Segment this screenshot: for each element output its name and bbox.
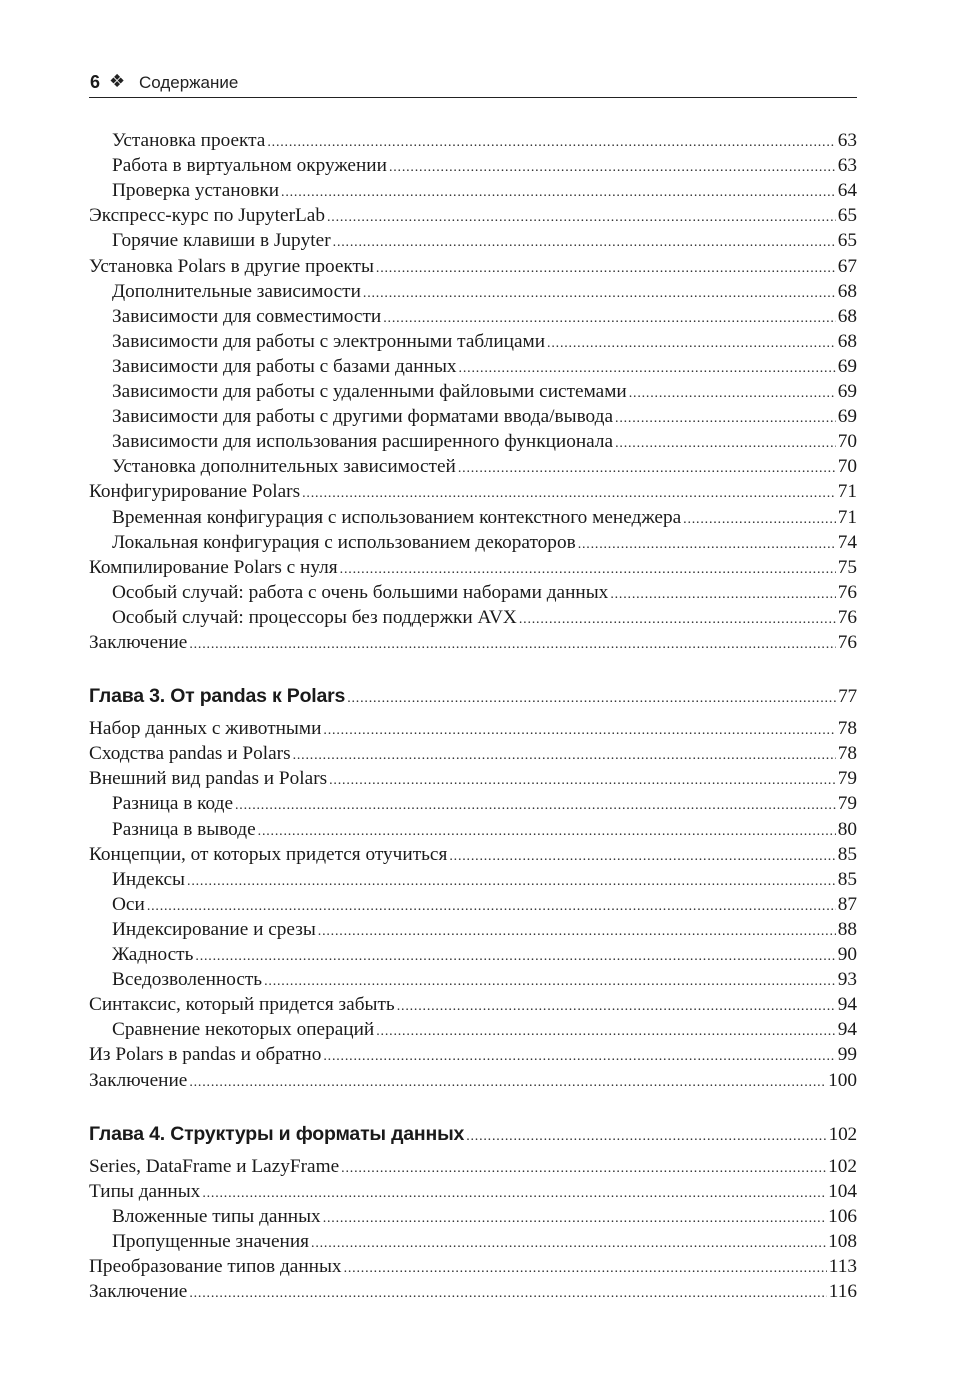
toc-entry[interactable] <box>112 580 857 605</box>
toc-chapter[interactable] <box>89 1119 857 1149</box>
toc-entry[interactable] <box>112 817 857 842</box>
toc-chapter[interactable] <box>89 681 857 711</box>
toc-entry-page: 77 <box>838 686 857 708</box>
toc-entry-title: Глава 4. Структуры и форматы данных <box>89 1122 465 1145</box>
toc-entry-page: 76 <box>837 606 857 628</box>
toc-entry-page: 70 <box>837 431 857 453</box>
ornament-icon: ❖ <box>109 71 126 91</box>
toc-entry-page: 78 <box>837 718 857 740</box>
toc-entry-title: Концепции, от которых придется отучиться <box>89 843 448 865</box>
toc-entry-page: 102 <box>828 1123 857 1145</box>
header-rule <box>89 97 857 98</box>
toc-entry-title: Набор данных с животными <box>89 718 322 740</box>
toc-entry[interactable] <box>89 741 857 766</box>
toc-entry-title: Зависимости для работы с другими форматами ввода/вывода <box>112 406 614 428</box>
toc-entry[interactable] <box>89 479 857 504</box>
toc-entry[interactable] <box>112 1204 857 1229</box>
dot-leader <box>397 994 836 1019</box>
dot-leader <box>610 582 835 607</box>
toc-entry[interactable] <box>89 842 857 867</box>
toc-entry-title: Работа в виртуальном окружении <box>112 155 387 177</box>
dot-leader <box>293 743 836 768</box>
dot-leader <box>333 230 836 255</box>
toc-entry-page: 75 <box>837 556 857 578</box>
toc-entry[interactable] <box>112 605 857 630</box>
dot-leader <box>264 969 836 994</box>
toc-entry-title: Series, DataFrame и LazyFrame <box>89 1155 340 1177</box>
toc-entry[interactable] <box>112 379 857 404</box>
toc-entry[interactable] <box>112 454 857 479</box>
toc-entry-title: Типы данных <box>89 1180 201 1202</box>
dot-leader <box>347 684 836 714</box>
toc-entry-title: Оси <box>112 893 145 915</box>
toc-entry-page: 74 <box>837 531 857 553</box>
toc-entry-page: 85 <box>837 843 857 865</box>
toc-entry[interactable] <box>89 716 857 741</box>
toc-entry-title: Установка проекта <box>112 130 266 151</box>
toc-entry-title: Проверка установки <box>112 180 280 202</box>
toc-entry[interactable] <box>112 967 857 992</box>
toc-entry-title: Заключение <box>89 632 188 653</box>
toc-entry[interactable] <box>89 555 857 580</box>
toc-entry-title: Заключение <box>89 1069 188 1091</box>
toc-entry[interactable] <box>112 279 857 304</box>
toc-entry-title: Дополнительные зависимости <box>112 280 361 302</box>
dot-leader <box>189 1070 826 1095</box>
toc-entry-title: Жадность <box>112 944 194 965</box>
header-title: Содержание <box>139 73 239 92</box>
toc-entry-page: 76 <box>837 632 857 653</box>
dot-leader <box>341 1156 826 1181</box>
dot-leader <box>683 507 836 532</box>
toc-entry-page: 113 <box>828 1256 857 1277</box>
toc-entry-page: 78 <box>837 743 857 765</box>
toc-entry[interactable] <box>112 530 857 555</box>
dot-leader <box>147 894 836 919</box>
toc-entry-title: Экспресс-курс по JupyterLab <box>89 205 325 227</box>
toc-entry[interactable] <box>112 228 857 253</box>
page-number: 6 <box>90 72 101 92</box>
toc-entry-page: 68 <box>837 305 857 327</box>
dot-leader <box>327 205 836 230</box>
toc-entry-page: 79 <box>837 793 857 815</box>
toc-entry-page: 64 <box>837 180 857 202</box>
toc-entry-title: Зависимости для использования расширенного функционала <box>112 431 614 453</box>
toc-page <box>89 0 857 1388</box>
toc-entry-page: 116 <box>828 1281 857 1303</box>
toc-entry-page: 69 <box>837 381 857 402</box>
toc-entry-page: 67 <box>837 255 857 277</box>
toc-entry[interactable] <box>112 892 857 917</box>
dot-leader <box>376 1019 835 1044</box>
toc-entry-page: 65 <box>837 230 857 252</box>
toc-entry-page: 94 <box>837 1019 857 1041</box>
dot-leader <box>615 431 836 456</box>
dot-leader <box>459 356 836 381</box>
toc-entry-title: Временная конфигурация с использованием контекстного менеджера <box>112 506 682 528</box>
toc-entry[interactable] <box>112 128 857 153</box>
toc-entry-page: 76 <box>837 581 857 603</box>
toc-entry-page: 71 <box>837 506 857 528</box>
dot-leader <box>376 256 836 281</box>
toc-entry[interactable] <box>89 1154 857 1179</box>
toc-entry-page: 87 <box>837 893 857 915</box>
toc-entry[interactable] <box>89 1042 857 1067</box>
toc-entry[interactable] <box>89 766 857 791</box>
dot-leader <box>187 869 836 894</box>
toc-entry-title: Глава 3. От pandas к Polars <box>89 685 346 708</box>
dot-leader <box>629 381 836 406</box>
toc-entry-title: Сходства pandas и Polars <box>89 743 291 765</box>
toc-entry-page: 102 <box>828 1155 857 1177</box>
dot-leader <box>458 456 836 481</box>
dot-leader <box>318 919 836 944</box>
toc-entry-title: Пропущенные значения <box>112 1230 310 1252</box>
toc-entry-page: 71 <box>837 481 857 503</box>
dot-leader <box>281 180 836 205</box>
toc-entry-page: 69 <box>837 355 857 377</box>
toc-entry-title: Разница в выводе <box>112 818 256 840</box>
toc-entry[interactable] <box>89 1279 857 1304</box>
toc-entry-page: 88 <box>837 918 857 940</box>
dot-leader <box>466 1122 826 1152</box>
toc-entry[interactable] <box>112 942 857 967</box>
toc-entry[interactable] <box>89 1254 857 1279</box>
toc-entry-title: Разница в коде <box>112 793 233 815</box>
dot-leader <box>189 1281 826 1306</box>
toc-entry-title: Конфигурирование Polars <box>89 481 301 503</box>
toc-entry-page: 106 <box>828 1205 857 1227</box>
dot-leader <box>615 406 836 431</box>
toc-entry-title: Зависимости для работы с базами данных <box>112 355 457 377</box>
dot-leader <box>258 819 836 844</box>
dot-leader <box>195 944 835 969</box>
toc-entry[interactable] <box>112 917 857 942</box>
toc-entry-title: Установка дополнительных зависимостей <box>112 456 456 478</box>
toc-entry-page: 68 <box>837 280 857 302</box>
dot-leader <box>449 844 835 869</box>
dot-leader <box>519 607 836 632</box>
toc-entry[interactable] <box>112 329 857 354</box>
toc-entry-title: Особый случай: процессоры без поддержки AVX <box>112 606 517 628</box>
toc-entry-page: 63 <box>837 130 857 151</box>
dot-leader <box>267 130 835 155</box>
toc-entry[interactable] <box>112 791 857 816</box>
toc-entry-title: Локальная конфигурация с использованием декораторов <box>112 531 576 553</box>
dot-leader <box>323 1206 826 1231</box>
running-header <box>89 70 857 98</box>
toc-entry-title: Зависимости для работы с удаленными файловыми системами <box>112 381 627 402</box>
toc-entry[interactable] <box>89 630 857 655</box>
dot-leader <box>329 768 836 793</box>
toc-entry[interactable] <box>89 254 857 279</box>
toc-entry-title: Зависимости для работы с электронными таблицами <box>112 330 546 352</box>
dot-leader <box>340 557 836 582</box>
toc-entry[interactable] <box>89 1068 857 1093</box>
dot-leader <box>383 306 835 331</box>
toc-entry[interactable] <box>112 354 857 379</box>
toc-entry[interactable] <box>112 304 857 329</box>
toc-entry[interactable] <box>112 429 857 454</box>
toc-entry-title: Внешний вид pandas и Polars <box>89 768 328 790</box>
toc-entry-title: Особый случай: работа с очень большими наборами данных <box>112 581 609 603</box>
dot-leader <box>323 1044 835 1069</box>
dot-leader <box>389 155 836 180</box>
toc-entry-title: Установка Polars в другие проекты <box>89 255 374 277</box>
toc-entry-page: 104 <box>828 1180 857 1202</box>
dot-leader <box>202 1181 826 1206</box>
dot-leader <box>189 632 835 657</box>
dot-leader <box>363 281 836 306</box>
dot-leader <box>344 1256 827 1281</box>
toc-entry[interactable] <box>89 992 857 1017</box>
toc-entry-page: 68 <box>837 330 857 352</box>
dot-leader <box>547 331 836 356</box>
toc-entry-page: 94 <box>837 994 857 1016</box>
toc-entry[interactable] <box>112 1017 857 1042</box>
toc-entry[interactable] <box>112 404 857 429</box>
toc-entry-title: Синтаксис, который придется забыть <box>89 994 395 1016</box>
dot-leader <box>302 481 836 506</box>
toc-entry-title: Преобразование типов данных <box>89 1256 342 1277</box>
toc-entry[interactable] <box>89 1179 857 1204</box>
toc-entry-page: 80 <box>837 818 857 840</box>
toc-entry[interactable] <box>112 153 857 178</box>
toc-entry-title: Из Polars в pandas и обратно <box>89 1044 322 1066</box>
toc-entry-page: 65 <box>837 205 857 227</box>
toc-entry[interactable] <box>112 178 857 203</box>
toc-entry[interactable] <box>112 505 857 530</box>
toc-entry-page: 93 <box>837 969 857 991</box>
toc-entry-title: Зависимости для совместимости <box>112 305 382 327</box>
toc-entry-page: 70 <box>837 456 857 478</box>
dot-leader <box>578 532 836 557</box>
toc-entry-page: 85 <box>837 868 857 890</box>
toc-entry[interactable] <box>89 203 857 228</box>
toc-entry-title: Индексы <box>112 868 186 890</box>
toc-entry-title: Заключение <box>89 1281 188 1303</box>
toc-entry-page: 99 <box>837 1044 857 1066</box>
dot-leader <box>311 1231 826 1256</box>
toc-entry[interactable] <box>112 867 857 892</box>
toc-entry-title: Горячие клавиши в Jupyter <box>112 230 331 252</box>
toc-entry-title: Сравнение некоторых операций <box>112 1019 375 1041</box>
toc-entry-title: Индексирование и срезы <box>112 918 316 940</box>
toc-entry-page: 108 <box>828 1230 857 1252</box>
toc-entry-page: 100 <box>828 1069 857 1091</box>
toc-entry-title: Компилирование Polars с нуля <box>89 556 338 578</box>
dot-leader <box>323 718 835 743</box>
toc-entry-title: Вседозволенность <box>112 969 263 991</box>
toc-entry[interactable] <box>112 1229 857 1254</box>
toc-entry-page: 63 <box>837 155 857 177</box>
dot-leader <box>235 793 836 818</box>
toc-entry-page: 90 <box>837 944 857 965</box>
toc-entry-title: Вложенные типы данных <box>112 1205 321 1227</box>
toc-entry-page: 79 <box>837 768 857 790</box>
toc-entry-page: 69 <box>837 406 857 428</box>
